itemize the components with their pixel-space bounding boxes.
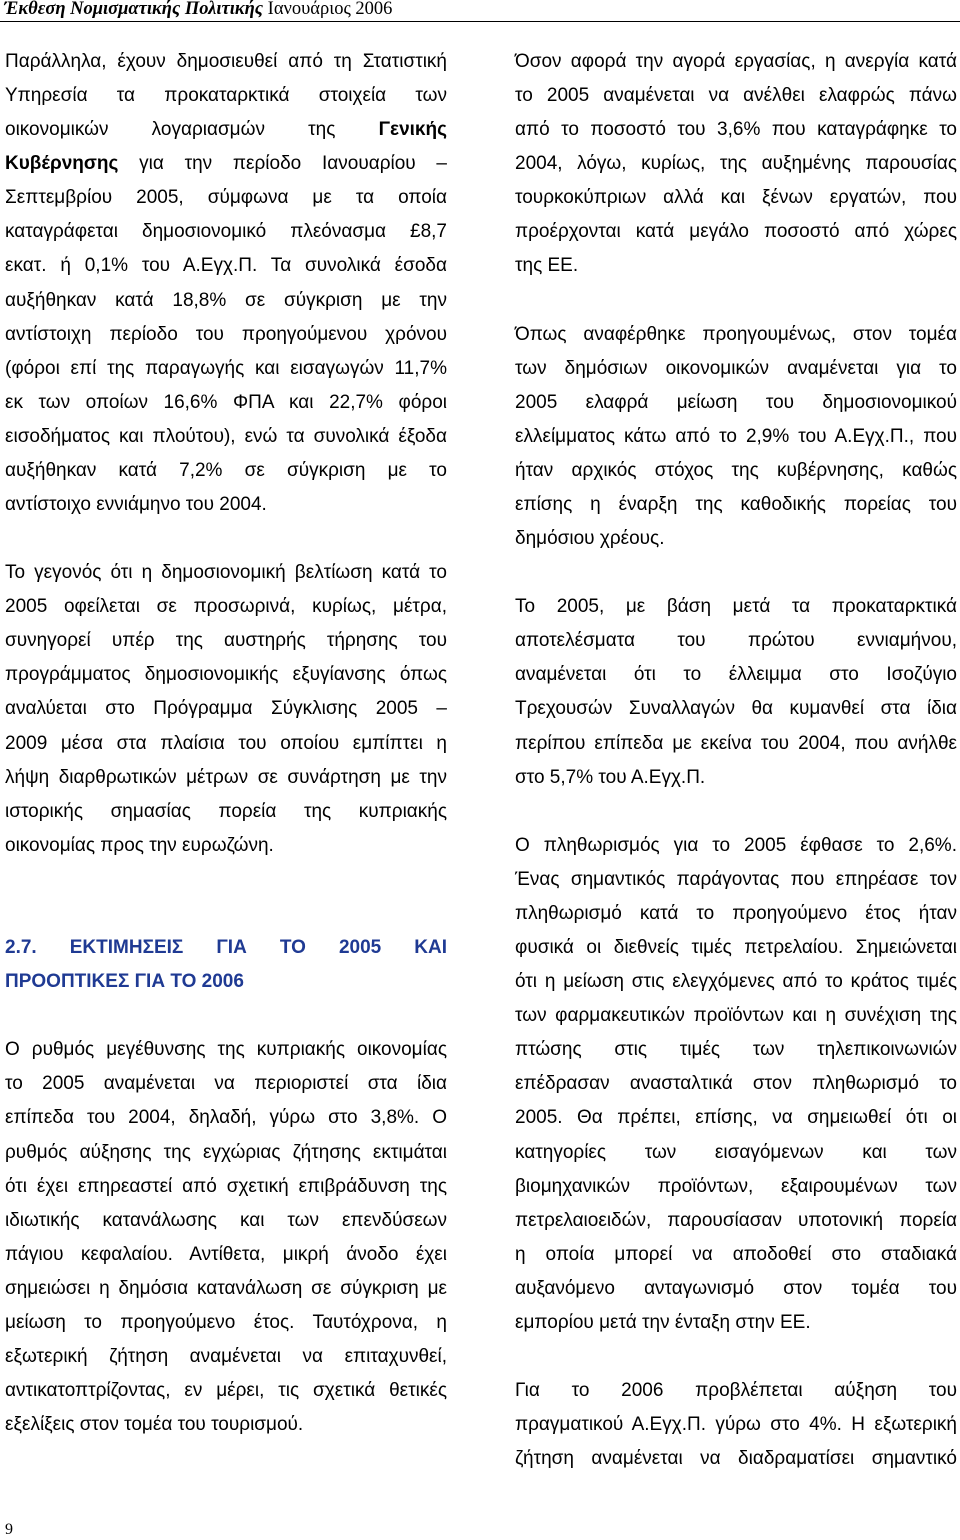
text-line: Όπως αναφέρθηκε προηγουμένως, στον τομέα bbox=[515, 323, 957, 345]
text-line: Για το 2006 προβλέπεται αύξηση του bbox=[515, 1380, 957, 1402]
left-column bbox=[5, 45, 447, 1476]
text-line: δημόσιου χρέους. bbox=[515, 528, 665, 550]
text-line: η οποία μπορεί να αποδοθεί στο σταδιακά bbox=[515, 1243, 957, 1265]
text-line: περίπου επίπεδα με εκείνα του 2004, που ανήλθε bbox=[515, 732, 957, 754]
text-line: προέρχονται κατά μεγάλο ποσοστό από χώρες bbox=[515, 221, 957, 243]
text-line: ελλείμματος κάτω από το 2,9% του Α.Εγχ.Π., που bbox=[515, 425, 957, 447]
text-line: ιστορικής σημασίας πορεία της κυπριακής bbox=[5, 800, 447, 822]
paragraph bbox=[5, 1033, 447, 1442]
text-line: Το 2005, με βάση μετά τα προκαταρκτικά bbox=[515, 596, 957, 618]
paragraph bbox=[515, 318, 957, 557]
text-line: αποτελέσματα του πρώτου εννιαμήνου, bbox=[515, 630, 957, 652]
text-line: Ο πληθωρισμός για το 2005 έφθασε το 2,6%. bbox=[515, 834, 957, 856]
paragraph bbox=[5, 45, 447, 522]
page-header bbox=[0, 0, 960, 22]
text-line: καταγράφεται δημοσιονομικό πλεόνασμα £8,7 bbox=[5, 221, 447, 243]
text-line: αναμένεται ότι το έλλειμμα στο Ισοζύγιο bbox=[515, 664, 957, 686]
paragraph bbox=[515, 45, 957, 284]
text-line: φυσικά οι διεθνείς τιμές πετρελαίου. Σημειώνεται bbox=[515, 937, 957, 959]
text-line: αυξήθηκαν κατά 18,8% σε σύγκριση με την bbox=[5, 289, 447, 311]
text-line: λήψη διαρθρωτικών μέτρων σε συνάρτηση με την bbox=[5, 766, 447, 788]
text-line: από το ποσοστό του 3,6% που καταγράφηκε το bbox=[515, 119, 957, 141]
text-line: εκ των οποίων 16,6% ΦΠΑ και 22,7% φόροι bbox=[5, 391, 447, 413]
text-line bbox=[5, 113, 447, 147]
text-line: σημειώσει η δημόσια κατανάλωση σε σύγκριση με bbox=[5, 1277, 447, 1299]
text-line: αναλύεται στο Πρόγραμμα Σύγκλισης 2005 – bbox=[5, 698, 447, 720]
text-line bbox=[5, 147, 447, 181]
text-line: το 2005 αναμένεται να περιοριστεί στα ίδια bbox=[5, 1073, 447, 1095]
text-line: των δημόσιων οικονομικών αναμένεται για το bbox=[515, 357, 957, 379]
text-line: επέδρασαν ανασταλτικά στον πληθωρισμό το bbox=[515, 1073, 957, 1095]
text-line: μείωση το προηγούμενο έτος. Ταυτόχρονα, η bbox=[5, 1311, 447, 1333]
text-line: 2009 μέσα στα πλαίσια του οποίου εμπίπτει η bbox=[5, 732, 447, 754]
text-line: ότι έχει επηρεαστεί από σχετική επιβράδυνση της bbox=[5, 1175, 447, 1197]
text-line: προγράμματος δημοσιονομικής εξυγίανσης όπως bbox=[5, 664, 447, 686]
bold-text: Γενικής bbox=[378, 119, 447, 141]
text-line: ήταν αρχικός στόχος της κυβέρνησης, καθώς bbox=[515, 459, 957, 481]
section-heading bbox=[5, 897, 447, 999]
text-line: αντίστοιχο εννιάμηνο του 2004. bbox=[5, 494, 267, 516]
text-line: αυξανόμενο ανταγωνισμό στον τομέα του bbox=[515, 1277, 957, 1299]
text-line: επίπεδα του 2004, δηλαδή, γύρω στο 3,8%. Ο bbox=[5, 1107, 447, 1129]
text-line: εξελίξεις στον τομέα του τουρισμού. bbox=[5, 1414, 304, 1436]
text-line: Ένας σημαντικός παράγοντας που επηρέασε τον bbox=[515, 868, 957, 890]
text-line: Τρεχουσών Συναλλαγών θα κυμανθεί στα ίδια bbox=[515, 698, 957, 720]
text-line: πτώσης στις τιμές των τηλεπικοινωνιών bbox=[515, 1039, 957, 1061]
text-line: αντίστοιχη περίοδο του προηγούμενου χρόνου bbox=[5, 323, 447, 345]
text-line: πληθωρισμό κατά το προηγούμενο έτος ήταν bbox=[515, 902, 957, 924]
text-line: συνηγορεί υπέρ της αυστηρής τήρησης του bbox=[5, 630, 447, 652]
text-line: ιδιωτικής κατανάλωσης και των επενδύσεων bbox=[5, 1209, 447, 1231]
text-line: επίσης η έναρξη της καθοδικής πορείας του bbox=[515, 494, 957, 516]
text-line: πραγματικού Α.Εγχ.Π. γύρω στο 4%. Η εξωτερική bbox=[515, 1414, 957, 1436]
paragraph bbox=[515, 829, 957, 1340]
text-line: Όσον αφορά την αγορά εργασίας, η ανεργία κατά bbox=[515, 51, 957, 72]
text-line: εκατ. ή 0,1% του Α.Εγχ.Π. Τα συνολικά έσοδα bbox=[5, 255, 447, 277]
text-line: στο 5,7% του Α.Εγχ.Π. bbox=[515, 766, 706, 788]
text-line: 2005 οφείλεται σε προσωρινά, κυρίως, μέτρα, bbox=[5, 596, 447, 618]
text-segment: για την περίοδο Ιανουαρίου – bbox=[118, 153, 447, 175]
text-line: εμπορίου μετά την ένταξη στην ΕΕ. bbox=[515, 1311, 811, 1333]
text-line: Ο ρυθμός μεγέθυνσης της κυπριακής οικονομίας bbox=[5, 1039, 447, 1061]
paragraph bbox=[515, 590, 957, 794]
text-line: το 2005 αναμένεται να ανέλθει ελαφρώς πάνω bbox=[515, 85, 957, 107]
text-line: Σεπτεμβρίου 2005, σύμφωνα με τα οποία bbox=[5, 187, 447, 209]
text-line: ρυθμός αύξησης της εγχώριας ζήτησης εκτιμάται bbox=[5, 1141, 447, 1163]
text-line: πάγιου κεφαλαίου. Αντίθετα, μικρή άνοδο έχει bbox=[5, 1243, 447, 1265]
text-segment: οικονομικών λογαριασμών της bbox=[5, 119, 379, 141]
text-line: Το γεγονός ότι η δημοσιονομική βελτίωση κατά το bbox=[5, 562, 447, 584]
heading-line: 2.7. ΕΚΤΙΜΗΣΕΙΣ ΓΙΑ ΤΟ 2005 ΚΑΙ bbox=[5, 937, 447, 959]
text-line: Υπηρεσία τα προκαταρκτικά στοιχεία των bbox=[5, 85, 447, 107]
text-line: οικονομίας προς την ευρωζώνη. bbox=[5, 834, 274, 856]
bold-text: Κυβέρνησης bbox=[5, 153, 119, 175]
paragraph bbox=[515, 1374, 957, 1476]
text-line: Παράλληλα, έχουν δημοσιευθεί από τη Στατιστική bbox=[5, 51, 447, 72]
text-line: (φόροι επί της παραγωγής και εισαγωγών 11,7% bbox=[5, 357, 447, 379]
text-line: εισοδήματος και πλούτου), ενώ τα συνολικά έξοδα bbox=[5, 425, 447, 447]
text-line: 2005. Θα πρέπει, επίσης, να σημειωθεί ότι οι bbox=[515, 1107, 957, 1129]
text-line: αυξήθηκαν κατά 7,2% σε σύγκριση με το bbox=[5, 459, 447, 481]
report-date: Ιανουάριος 2006 bbox=[267, 0, 393, 19]
text-line: της ΕΕ. bbox=[515, 255, 579, 277]
heading-line: ΠΡΟΟΠΤΙΚΕΣ ΓΙΑ ΤΟ 2006 bbox=[5, 971, 244, 993]
report-title: Έκθεση Νομισματικής Πολιτικής bbox=[4, 0, 264, 19]
paragraph bbox=[5, 556, 447, 863]
text-line: κατηγορίες των εισαγόμενων και των bbox=[515, 1141, 957, 1163]
text-line: 2004, λόγω, κυρίως, της αυξημένης παρουσίας bbox=[515, 153, 957, 175]
text-line: τουρκοκύπριων αλλά και ξένων εργατών, που bbox=[515, 187, 957, 209]
page-number: 9 bbox=[5, 1521, 13, 1538]
text-line: ζήτηση αναμένεται να διαδραματίσει σημαντικό bbox=[515, 1448, 957, 1470]
text-line: ότι η μείωση στις ελεγχόμενες από το κράτος τιμές bbox=[515, 971, 957, 993]
text-line: πετρελαιοειδών, παρουσίασαν υποτονική πορεία bbox=[515, 1209, 957, 1231]
text-line: βιομηχανικών προϊόντων, εξαιρουμένων των bbox=[515, 1175, 957, 1197]
text-line: 2005 ελαφρά μείωση του δημοσιονομικού bbox=[515, 391, 957, 413]
right-column bbox=[515, 45, 957, 1510]
text-line: εξωτερική ζήτηση αναμένεται να επιταχυνθεί, bbox=[5, 1345, 447, 1367]
text-line: αντικατοπτρίζοντας, εν μέρει, τις σχετικά θετικές bbox=[5, 1380, 447, 1402]
text-line: των φαρμακευτικών προϊόντων και η συνέχιση της bbox=[515, 1005, 957, 1027]
